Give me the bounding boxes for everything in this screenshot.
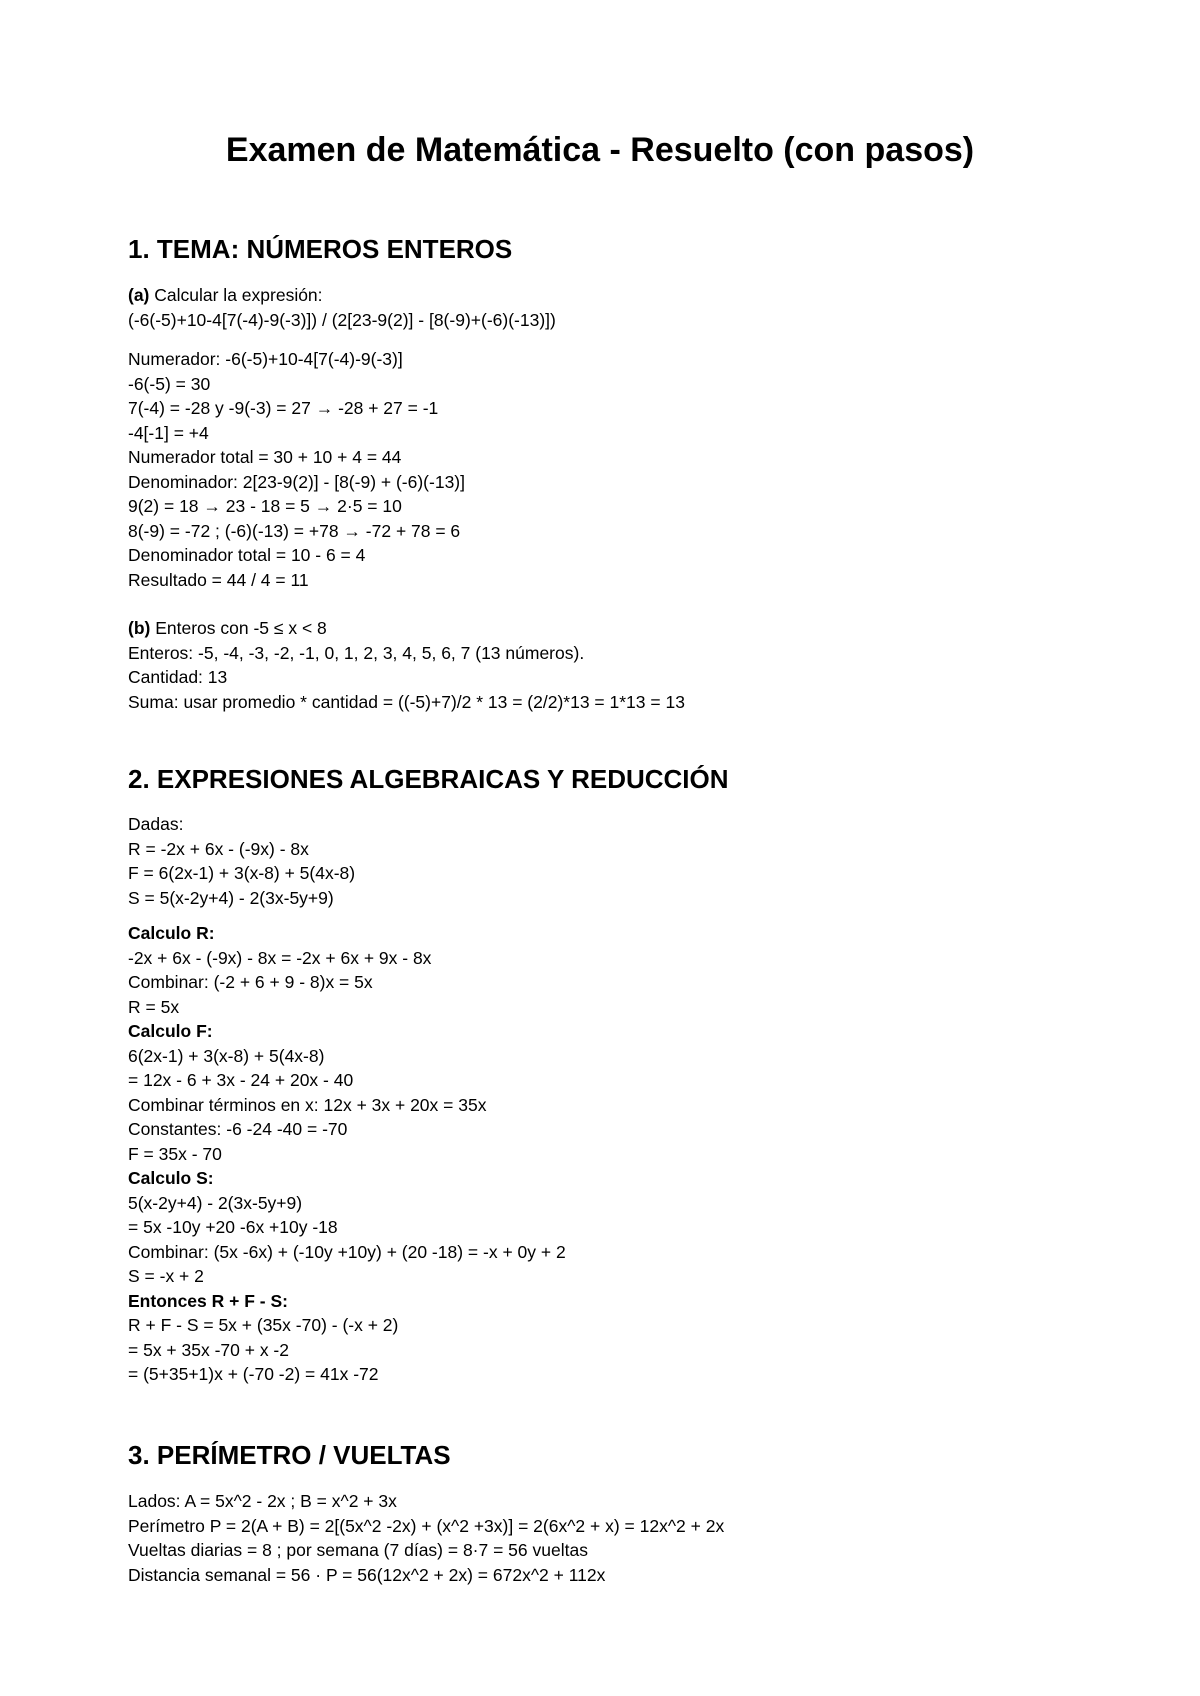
calc-s-line: = 5x -10y +20 -6x +10y -18 xyxy=(128,1217,338,1237)
section-3-body xyxy=(128,1489,1128,1587)
section-1-part-b xyxy=(128,616,1128,714)
calc-r-line: Combinar: (-2 + 6 + 9 - 8)x = 5x xyxy=(128,972,373,992)
calc-f-label: Calculo F: xyxy=(128,1021,213,1041)
calc-f-line: 6(2x-1) + 3(x-8) + 5(4x-8) xyxy=(128,1045,325,1066)
step-line: 7(-4) = -28 y -9(-3) = 27 → -28 + 27 = -1 xyxy=(128,398,439,418)
part-b-text: Enteros con -5 ≤ x < 8 xyxy=(150,618,327,638)
part-b-line: Suma: usar promedio * cantidad = ((-5)+7)/2 * 13 = (2/2)*13 = 1*13 = 13 xyxy=(128,691,685,712)
section-1-part-a xyxy=(128,283,1128,332)
calc-total-label: Entonces R + F - S: xyxy=(128,1290,288,1311)
calc-total-line: = (5+35+1)x + (-70 -2) = 41x -72 xyxy=(128,1364,379,1384)
calc-total-line: R + F - S = 5x + (35x -70) - (-x + 2) xyxy=(128,1315,399,1335)
given-line: F = 6(2x-1) + 3(x-8) + 5(4x-8) xyxy=(128,863,356,883)
perimeter-line: Distancia semanal = 56 · P = 56(12x^2 + 2x) = 672x^2 + 112x xyxy=(128,1564,606,1585)
calc-s-line: 5(x-2y+4) - 2(3x-5y+9) xyxy=(128,1192,303,1213)
calc-total-line: = 5x + 35x -70 + x -2 xyxy=(128,1339,289,1360)
step-line: Resultado = 44 / 4 = 11 xyxy=(128,569,309,590)
part-b-label: (b) xyxy=(128,618,151,638)
given-line: R = -2x + 6x - (-9x) - 8x xyxy=(128,838,309,859)
step-line: Denominador: 2[23-9(2)] - [8(-9) + (-6)(-13)] xyxy=(128,471,465,492)
page-title: Examen de Matemática - Resuelto (con pasos) xyxy=(225,131,975,169)
calc-f-line: Constantes: -6 -24 -40 = -70 xyxy=(128,1119,348,1139)
step-line: Numerador: -6(-5)+10-4[7(-4)-9(-3)] xyxy=(128,349,403,369)
part-b-line: Cantidad: 13 xyxy=(128,667,228,687)
calc-s-label: Calculo S: xyxy=(128,1168,214,1188)
section-2-given xyxy=(128,812,1128,910)
part-b-line: Enteros: -5, -4, -3, -2, -1, 0, 1, 2, 3, 4, 5, 6, 7 (13 números). xyxy=(128,642,585,663)
calc-r-label: Calculo R: xyxy=(128,923,215,943)
perimeter-line: Vueltas diarias = 8 ; por semana (7 días) = 8·7 = 56 vueltas xyxy=(128,1540,588,1560)
calc-f-line: Combinar términos en x: 12x + 3x + 20x = 35x xyxy=(128,1094,487,1115)
section-1-steps xyxy=(128,347,1128,592)
step-line: -6(-5) = 30 xyxy=(128,373,211,394)
given-line: S = 5(x-2y+4) - 2(3x-5y+9) xyxy=(128,887,334,908)
calc-f-line: F = 35x - 70 xyxy=(128,1143,222,1164)
calc-f-line: = 12x - 6 + 3x - 24 + 20x - 40 xyxy=(128,1070,354,1090)
step-line: -4[-1] = +4 xyxy=(128,422,209,443)
section-3-heading: 3. PERÍMETRO / VUELTAS xyxy=(128,1440,451,1470)
step-line: 8(-9) = -72 ; (-6)(-13) = +78 → -72 + 78 = 6 xyxy=(128,520,461,541)
part-a-prompt xyxy=(128,283,1128,308)
calc-r-line: R = 5x xyxy=(128,996,180,1017)
step-line: Numerador total = 30 + 10 + 4 = 44 xyxy=(128,447,402,467)
step-line: 9(2) = 18 → 23 - 18 = 5 → 2·5 = 10 xyxy=(128,496,402,516)
section-2-calculations xyxy=(128,921,1128,1387)
given-line: Dadas: xyxy=(128,814,184,834)
section-2-heading: 2. EXPRESIONES ALGEBRAICAS Y REDUCCIÓN xyxy=(128,764,729,794)
part-b-prompt xyxy=(128,616,1128,641)
step-line: Denominador total = 10 - 6 = 4 xyxy=(128,545,366,565)
calc-r-line: -2x + 6x - (-9x) - 8x = -2x + 6x + 9x - 8x xyxy=(128,947,432,968)
perimeter-line: Lados: A = 5x^2 - 2x ; B = x^2 + 3x xyxy=(128,1491,397,1511)
part-a-expression: (-6(-5)+10-4[7(-4)-9(-3)]) / (2[23-9(2)] - [8(-9)+(-6)(-13)]) xyxy=(128,309,556,330)
perimeter-line: Perímetro P = 2(A + B) = 2[(5x^2 -2x) + (x^2 +3x)] = 2(6x^2 + x) = 12x^2 + 2x xyxy=(128,1515,725,1536)
part-a-text: Calcular la expresión: xyxy=(149,285,323,305)
calc-s-line: Combinar: (5x -6x) + (-10y +10y) + (20 -18) = -x + 0y + 2 xyxy=(128,1241,566,1262)
part-a-label: (a) xyxy=(128,285,150,305)
calc-s-line: S = -x + 2 xyxy=(128,1266,204,1286)
section-1-heading: 1. TEMA: NÚMEROS ENTEROS xyxy=(128,234,513,264)
